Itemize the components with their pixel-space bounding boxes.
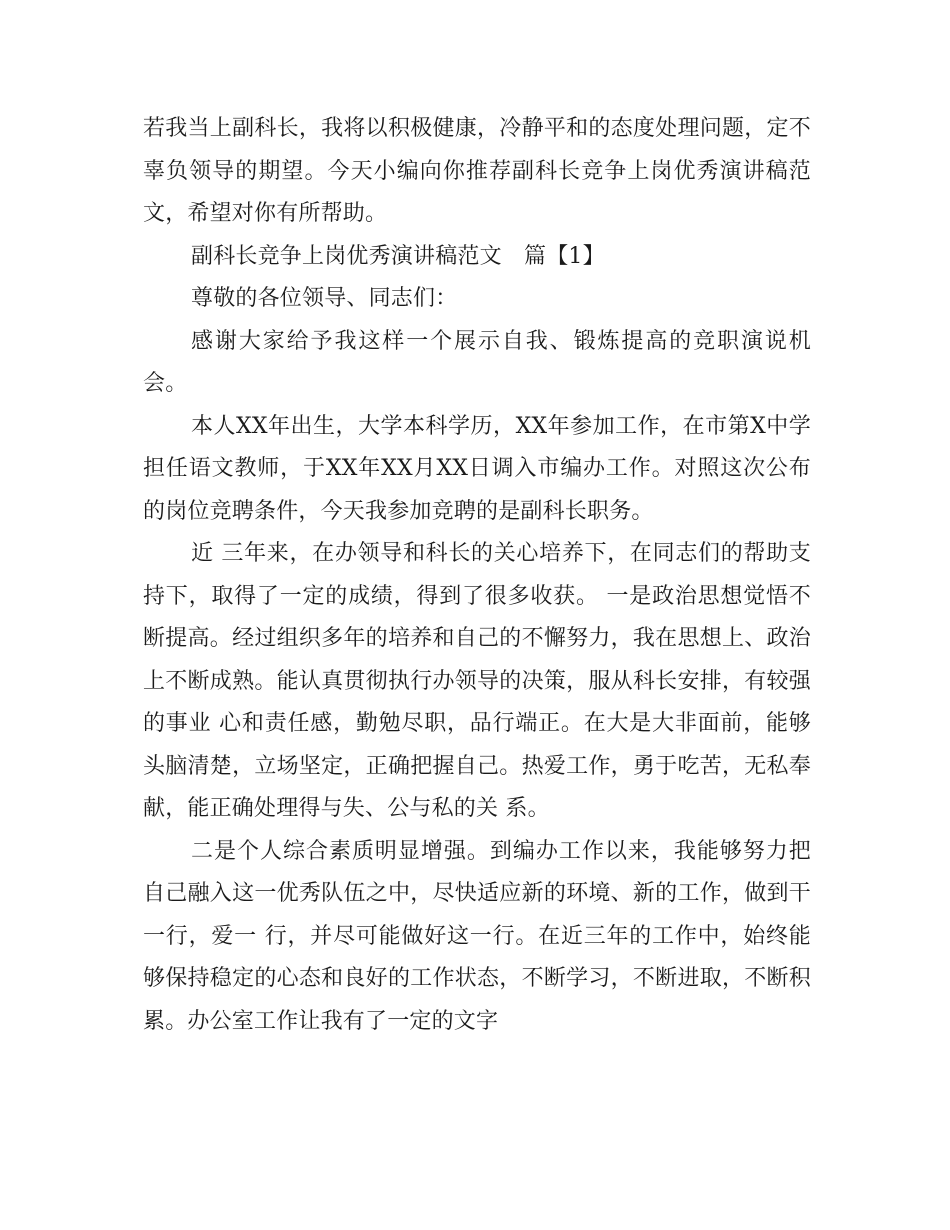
intro-paragraph: 若我当上副科长，我将以积极健康，冷静平和的态度处理问题，定不辜负领导的期望。今天小编向你推荐副科长竞争上岗优秀演讲稿范文，希望对你有所帮助。 xyxy=(143,116,811,226)
body-paragraph-achievements: 近 三年来，在办领导和科长的关心培养下，在同志们的帮助支持下，取得了一定的成绩，得到了很多收获。 一是政治思想觉悟不断提高。经过组织多年的培养和自己的不懈努力，我在思想上、政治上不断成熟。能认真贯彻执行办领导的决策，服从科长安排，有较强的事业 心和责任感，勤勉尽职，品行端正。在大是大非面前，能够头脑清楚，立场坚定，正确把握自己。热爱工作，勇于吃苦，无私奉献，能正确处理得与失、公与私的关 系。 xyxy=(143,541,811,821)
body-paragraph-background: 本人XX年出生，大学本科学历，XX年参加工作，在市第X中学担任语文教师，于XX年XX月XX日调入市编办工作。对照这次公布的岗位竞聘条件，今天我参加竞聘的是副科长职务。 xyxy=(143,413,811,524)
body-paragraph-quality: 二是个人综合素质明显增强。到编办工作以来，我能够努力把自己融入这一优秀队伍之中，尽快适应新的环境、新的工作，做到干一行，爱一 行，并尽可能做好这一行。在近三年的工作中，始终能够保持稳定的心态和良好的工作状态，不断学习，不断进取，不断积累。办公室工作让我有了一定的文字 xyxy=(143,838,811,1034)
salutation: 尊敬的各位领导、同志们： xyxy=(191,286,458,311)
section-heading: 副科长竞争上岗优秀演讲稿范文 篇【1】 xyxy=(191,243,605,269)
document-body xyxy=(143,108,811,1043)
body-paragraph-thanks: 感谢大家给予我这样一个展示自我、锻炼提高的竞职演说机会。 xyxy=(143,328,811,396)
